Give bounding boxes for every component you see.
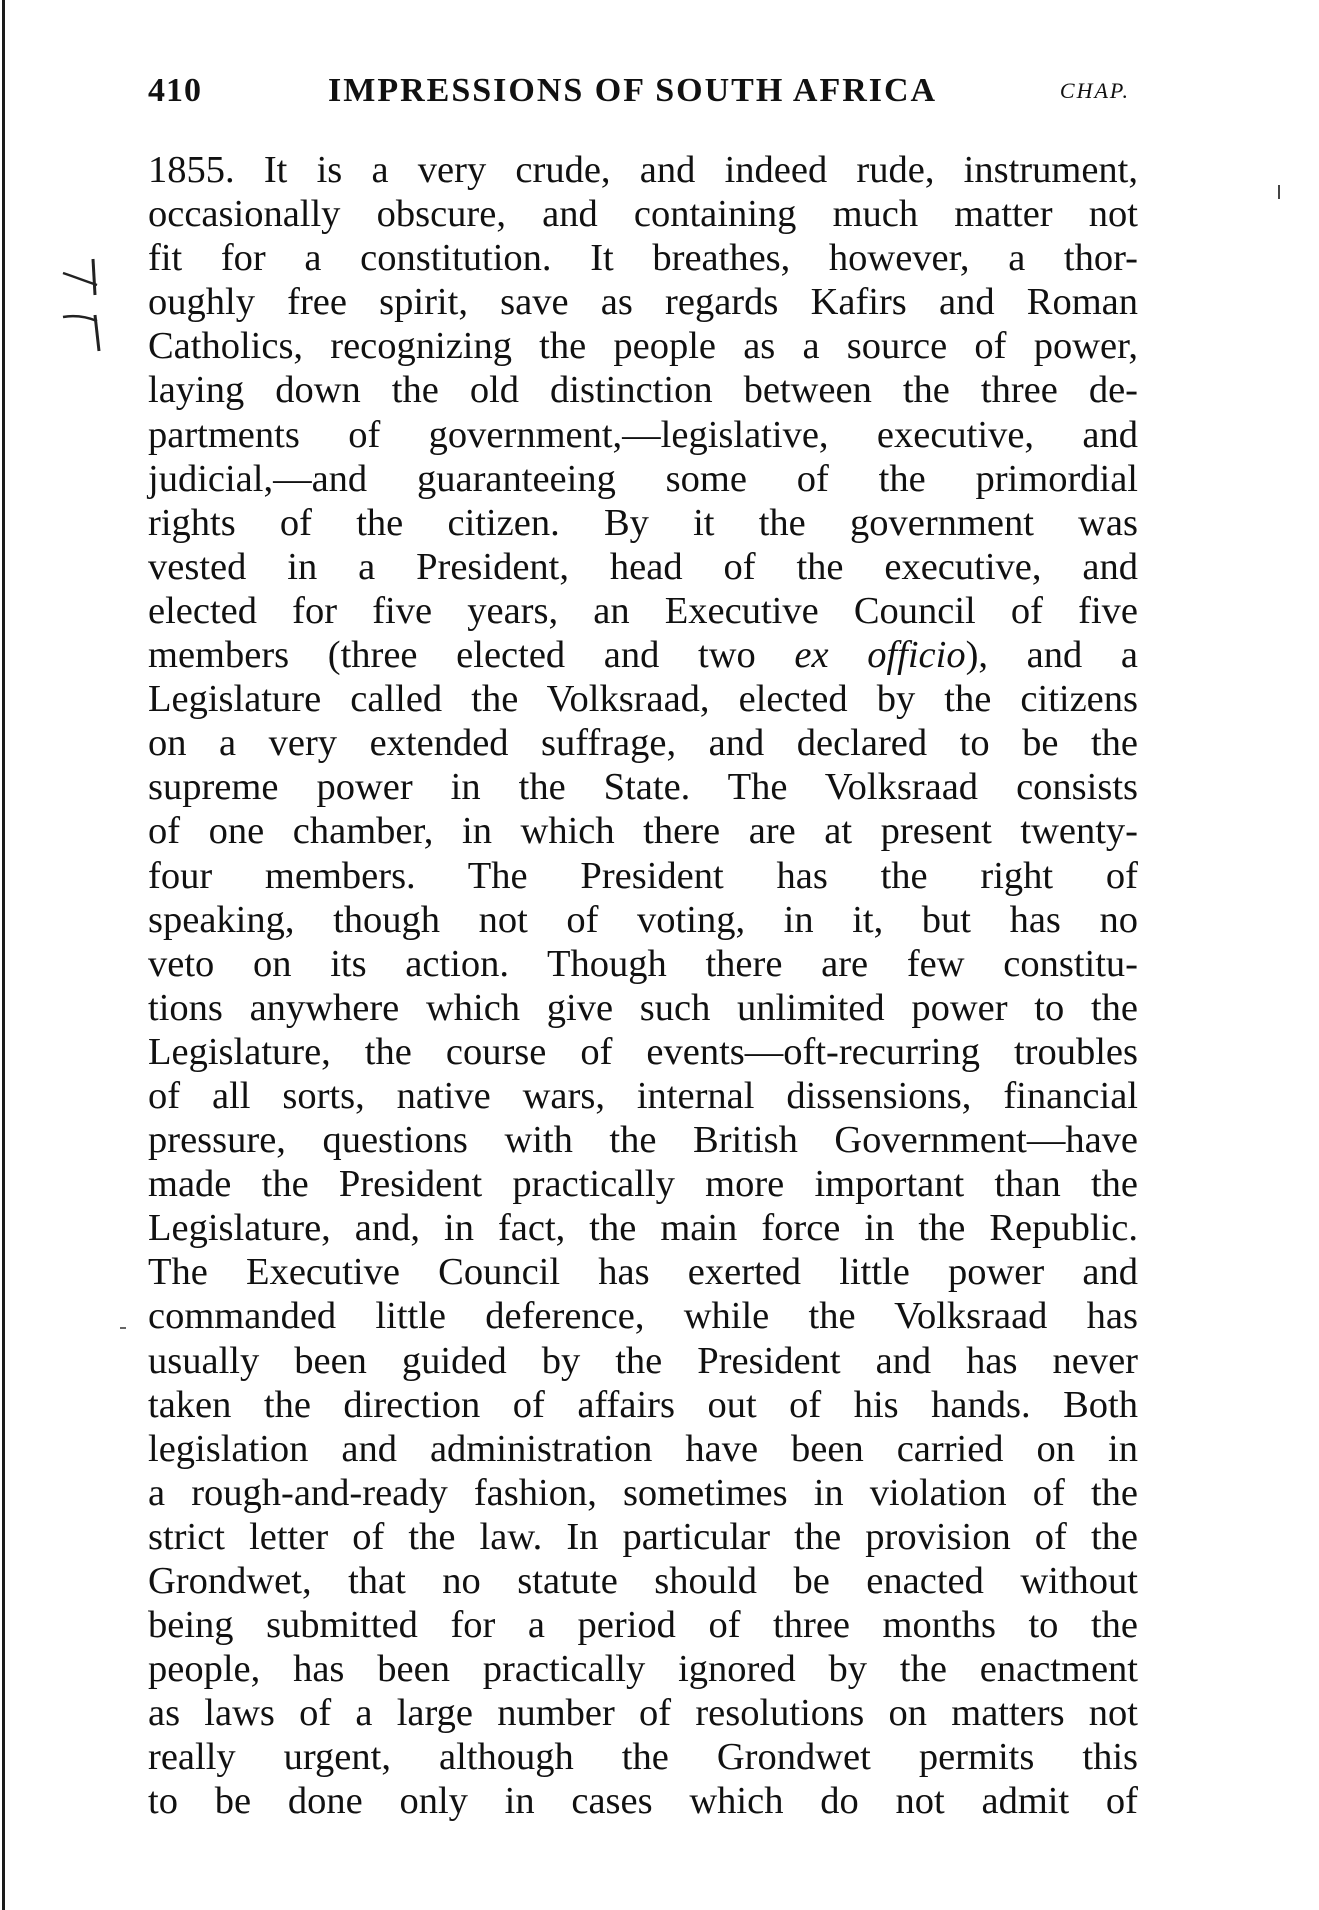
margin-tick-mark xyxy=(1278,185,1280,199)
text-line: strict letter of the law. In particular the provision of the xyxy=(148,1515,1138,1558)
margin-dash-mark xyxy=(120,1327,126,1329)
pencil-margin-marks xyxy=(55,255,155,375)
text-line: veto on its action. Though there are few constitu- xyxy=(148,942,1138,985)
text-line: really urgent, although the Grondwet permits this xyxy=(148,1736,1138,1779)
text-line: a rough-and-ready fashion, sometimes in violation of the xyxy=(148,1471,1138,1514)
text-line: Legislature called the Volksraad, elected by the citizens xyxy=(148,678,1138,721)
text-line: four members. The President has the right of xyxy=(148,854,1138,897)
text-line: The Executive Council has exerted little power and xyxy=(148,1251,1138,1294)
text-line: partments of government,—legislative, executive, and xyxy=(148,413,1138,456)
text-line: tions anywhere which give such unlimited power to the xyxy=(148,986,1138,1029)
text-line: vested in a President, head of the executive, and xyxy=(148,545,1138,588)
text-line: on a very extended suffrage, and declared to be the xyxy=(148,722,1138,765)
italic-phrase: ex officio xyxy=(794,634,966,677)
running-header xyxy=(148,72,1130,112)
text-line: made the President practically more important than the xyxy=(148,1163,1138,1206)
text-line: elected for five years, an Executive Council of five xyxy=(148,589,1138,632)
text-line: occasionally obscure, and containing much matter not xyxy=(148,193,1138,236)
text-segment: members (three elected and two xyxy=(148,634,795,677)
text-line: Legislature, and, in fact, the main force in the Republic. xyxy=(148,1207,1138,1250)
text-line-with-italic xyxy=(148,633,1138,677)
text-line: as laws of a large number of resolutions on matters not xyxy=(148,1692,1138,1735)
text-line: of one chamber, in which there are at present twenty- xyxy=(148,810,1138,853)
text-line: being submitted for a period of three months to the xyxy=(148,1604,1138,1647)
text-line: to be done only in cases which do not admit of xyxy=(148,1780,1138,1823)
text-line: usually been guided by the President and has never xyxy=(148,1339,1138,1382)
text-line: of all sorts, native wars, internal dissensions, financial xyxy=(148,1074,1138,1117)
text-line: rights of the citizen. By it the government was xyxy=(148,501,1138,544)
page-number: 410 xyxy=(148,72,202,109)
text-line: speaking, though not of voting, in it, but has no xyxy=(148,898,1138,941)
text-line: supreme power in the State. The Volksraad consists xyxy=(148,766,1138,809)
text-line: legislation and administration have been carried on in xyxy=(148,1427,1138,1470)
text-segment: ), and a xyxy=(965,634,1138,677)
text-line: Catholics, recognizing the people as a source of power, xyxy=(148,325,1138,368)
body-text xyxy=(148,148,1138,1824)
running-title: IMPRESSIONS OF SOUTH AFRICA xyxy=(328,72,938,109)
text-line: fit for a constitution. It breathes, however, a thor- xyxy=(148,237,1138,280)
text-line: pressure, questions with the British Government—have xyxy=(148,1119,1138,1162)
text-line: Grondwet, that no statute should be enacted without xyxy=(148,1560,1138,1602)
page-edge-rule xyxy=(2,0,5,1910)
text-line: taken the direction of affairs out of his hands. Both xyxy=(148,1383,1138,1426)
chapter-label: CHAP. xyxy=(1059,78,1130,103)
text-line: people, has been practically ignored by the enactment xyxy=(148,1648,1138,1691)
text-line: judicial,—and guaranteeing some of the primordial xyxy=(148,457,1138,500)
text-line: 1855. It is a very crude, and indeed rude, instrument, xyxy=(148,149,1138,191)
text-line: laying down the old distinction between the three de- xyxy=(148,369,1138,412)
text-line: Legislature, the course of events—oft-recurring troubles xyxy=(148,1030,1138,1073)
text-line: oughly free spirit, save as regards Kafirs and Roman xyxy=(148,281,1138,324)
text-line: commanded little deference, while the Volksraad has xyxy=(148,1295,1138,1338)
